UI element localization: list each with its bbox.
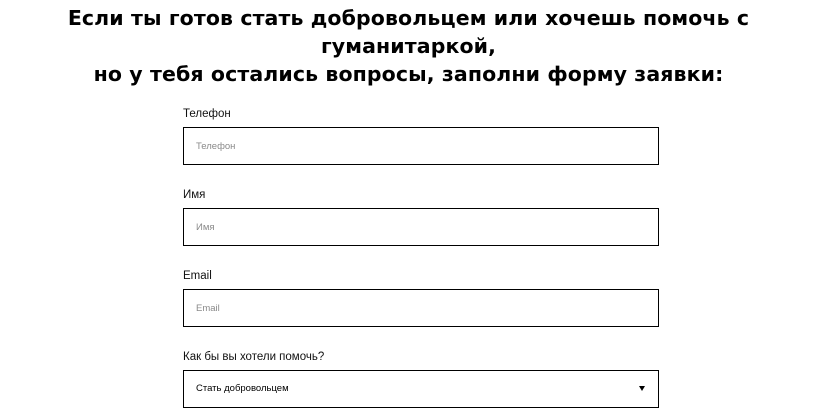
phone-label: Телефон (183, 108, 231, 120)
help-type-label: Как бы вы хотели помочь? (183, 351, 325, 363)
email-input[interactable] (183, 289, 659, 327)
phone-field-group (183, 107, 659, 165)
name-label: Имя (183, 189, 206, 201)
page-heading (0, 4, 817, 88)
application-form (183, 107, 659, 408)
help-type-select[interactable] (183, 370, 659, 408)
name-input[interactable] (183, 208, 659, 246)
help-type-selected-value: Стать добровольцем (196, 383, 289, 394)
phone-input[interactable] (183, 127, 659, 165)
email-field-group (183, 269, 659, 327)
caret-down-icon (639, 386, 645, 391)
name-field-group (183, 188, 659, 246)
email-label: Email (183, 270, 212, 282)
heading-line-2: но у тебя остались вопросы, заполни форму заявки: (93, 62, 724, 86)
help-type-field-group (183, 350, 659, 408)
heading-line-1: Если ты готов стать добровольцем или хочешь помочь с гуманитаркой, (67, 6, 750, 58)
